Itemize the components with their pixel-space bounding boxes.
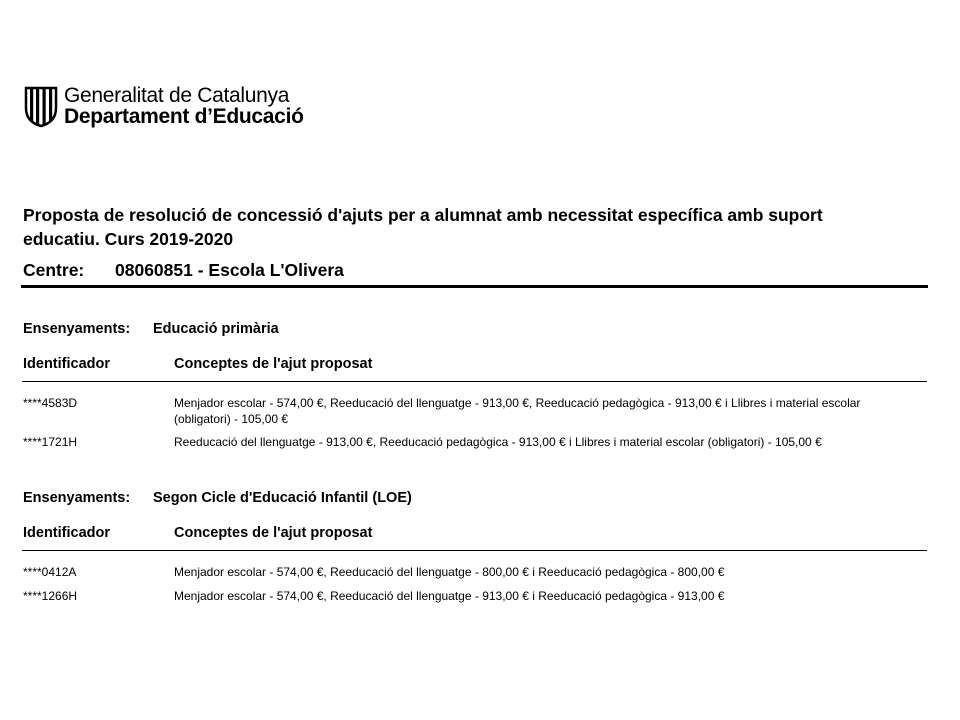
table-row bbox=[23, 564, 928, 580]
row-identifier: ****1721H bbox=[23, 435, 78, 449]
ensenyaments-label: Ensenyaments: bbox=[23, 321, 131, 337]
table-header bbox=[23, 356, 928, 376]
ensenyaments-value: Educació primària bbox=[153, 321, 279, 337]
column-header-identificador: Identificador bbox=[23, 525, 111, 541]
centre-label: Centre: bbox=[23, 260, 85, 280]
generalitat-emblem-icon bbox=[22, 84, 60, 128]
table-row bbox=[23, 588, 928, 604]
row-identifier: ****1266H bbox=[23, 589, 78, 603]
ensenyaments-value: Segon Cicle d'Educació Infantil (LOE) bbox=[153, 490, 412, 506]
org-name: Generalitat de Catalunya bbox=[64, 84, 290, 107]
row-concepts: Menjador escolar - 574,00 €, Reeducació del llenguatge - 913,00 € i Reeducació pedagògica - 913,00 € bbox=[174, 589, 725, 603]
department-name: Departament d’Educació bbox=[64, 105, 304, 128]
centre-value: 08060851 - Escola L'Olivera bbox=[115, 260, 344, 280]
table-header bbox=[23, 525, 928, 545]
row-identifier: ****4583D bbox=[23, 396, 78, 410]
row-concepts: Menjador escolar - 574,00 €, Reeducació del llenguatge - 800,00 € i Reeducació pedagògica - 800,00 € bbox=[174, 565, 725, 579]
ensenyaments-label: Ensenyaments: bbox=[23, 490, 131, 506]
generalitat-logo bbox=[22, 84, 304, 128]
section-infantil bbox=[23, 490, 928, 604]
header-divider bbox=[21, 285, 928, 288]
column-header-conceptes: Conceptes de l'ajut proposat bbox=[174, 525, 373, 541]
table-divider bbox=[22, 381, 927, 382]
row-concepts: Reeducació del llenguatge - 913,00 €, Reeducació pedagògica - 913,00 € i Llibres i material escolar (obligatori) - 105,00 € bbox=[174, 435, 822, 449]
row-identifier: ****0412A bbox=[23, 565, 77, 579]
column-header-identificador: Identificador bbox=[23, 356, 111, 372]
column-header-conceptes: Conceptes de l'ajut proposat bbox=[174, 356, 373, 372]
section-primaria bbox=[23, 321, 928, 466]
table-row bbox=[23, 395, 928, 427]
table-row bbox=[23, 434, 928, 466]
ensenyaments-line bbox=[23, 321, 928, 341]
ensenyaments-line bbox=[23, 490, 928, 510]
document-title: Proposta de resolució de concessió d'ajuts per a alumnat amb necessitat específica amb suport educatiu. Curs 2019-2020 bbox=[23, 205, 823, 249]
table-divider bbox=[22, 550, 927, 551]
row-concepts: Menjador escolar - 574,00 €, Reeducació del llenguatge - 913,00 €, Reeducació pedagògica - 913,00 € i Llibres i material escolar (obligatori) - 105,00 € bbox=[174, 396, 861, 426]
centre-line bbox=[23, 260, 344, 281]
